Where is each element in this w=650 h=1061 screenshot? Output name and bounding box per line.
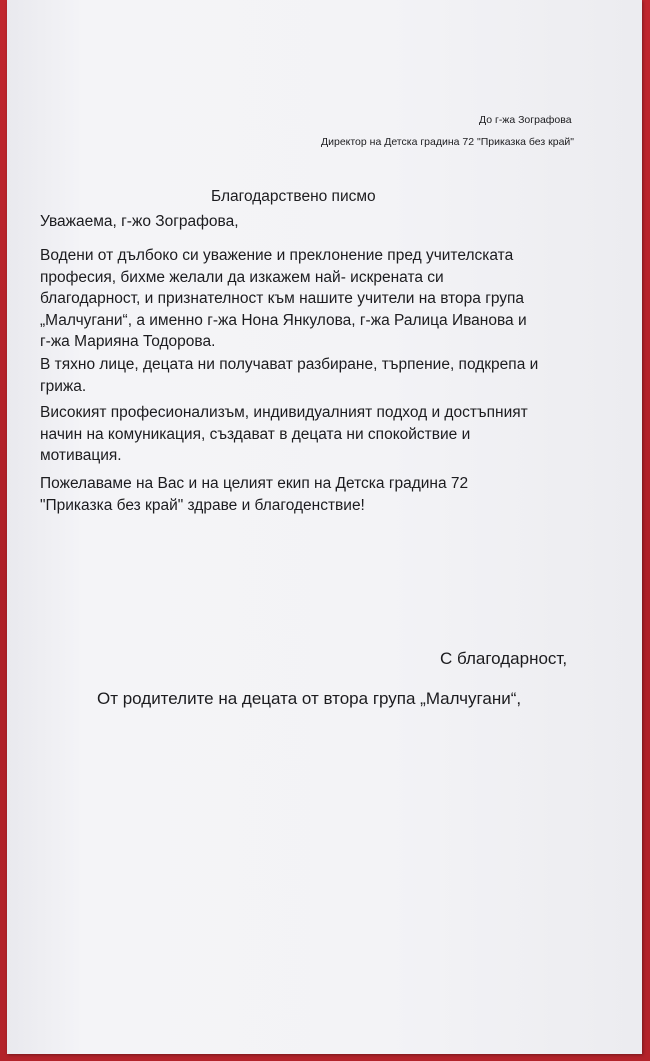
paragraph-gratitude bbox=[40, 245, 527, 353]
letter-sheet bbox=[7, 0, 642, 1054]
paragraph-wishes bbox=[40, 473, 468, 516]
signature: От родителите на децата от втора група „Малчугани“, bbox=[97, 689, 522, 708]
addressee-to: До г-жа Зографова bbox=[479, 114, 572, 126]
paragraph-line: Пожелаваме на Вас и на целият екип на Детска градина 72 bbox=[40, 475, 469, 492]
paragraph-line: професия, бихме желали да изкажем най- искрената си bbox=[40, 268, 444, 286]
paragraph-line: г-жа Марияна Тодорова. bbox=[40, 333, 216, 351]
letter-title: Благодарствено писмо bbox=[211, 188, 376, 205]
greeting: Уважаема, г-жо Зографова, bbox=[40, 213, 239, 230]
paragraph-line: мотивация. bbox=[40, 447, 122, 465]
paragraph-line: благодарност, и признателност към нашите учители на втора група bbox=[40, 290, 525, 308]
closing: С благодарност, bbox=[440, 649, 568, 668]
paragraph-line: Водени от дълбоко си уважение и преклонение пред учителската bbox=[40, 247, 514, 264]
paragraph-line: "Приказка без край" здраве и благоденствие! bbox=[40, 496, 365, 514]
paragraph-care bbox=[40, 354, 538, 397]
addressee-position: Директор на Детска градина 72 "Приказка без край" bbox=[321, 136, 575, 148]
paragraph-line: грижа. bbox=[40, 377, 87, 395]
paragraph-line: начин на комуникация, създават в децата ни спокойствие и bbox=[40, 425, 471, 443]
paragraph-line: В тяхно лице, децата ни получават разбиране, търпение, подкрепа и bbox=[40, 356, 539, 373]
paragraph-professionalism bbox=[40, 402, 528, 467]
paragraph-line: Високият професионализъм, индивидуалният подход и достъпният bbox=[40, 404, 528, 421]
paragraph-line: „Малчугани“, а именно г-жа Нона Янкулова, г-жа Ралица Иванова и bbox=[40, 311, 527, 329]
